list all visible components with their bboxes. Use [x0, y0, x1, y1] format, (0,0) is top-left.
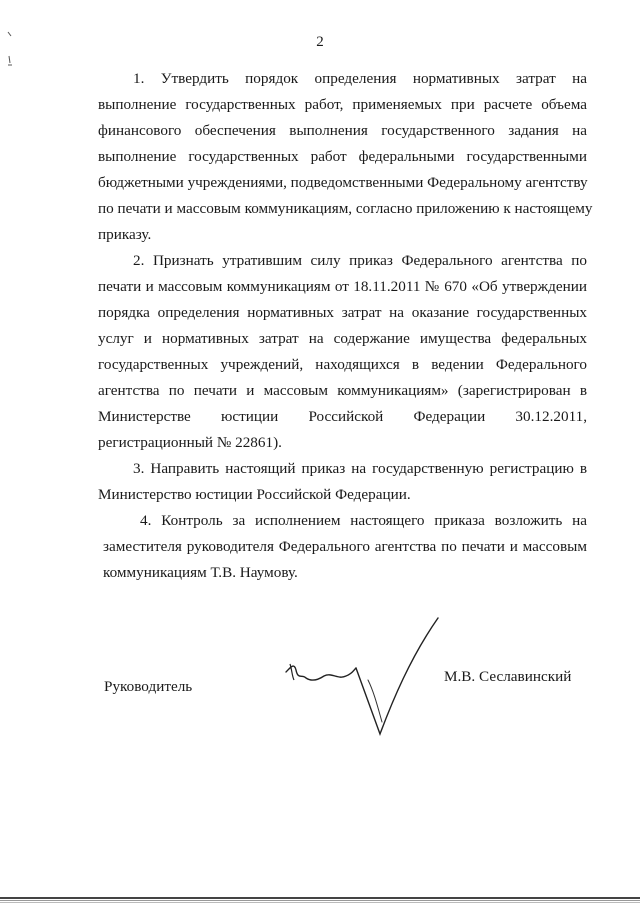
p4-line-3: коммуникациям Т.В. Наумову.: [103, 564, 298, 581]
p2-line-8: регистрационный № 22861).: [98, 434, 282, 451]
p1-line-7: приказу.: [98, 226, 152, 243]
p2-line-4: услуг и нормативных затрат на содержание имущества федеральных: [98, 330, 587, 347]
signature-name: М.В. Сеславинский: [444, 668, 572, 685]
p3-line-1: 3. Направить настоящий приказ на государственную регистрацию в: [133, 460, 587, 477]
p2-line-3: порядка определения нормативных затрат на оказание государственных: [98, 304, 587, 321]
p1-line-1: 1. Утвердить порядок определения нормативных затрат на: [133, 70, 587, 87]
p4-line-1: 4. Контроль за исполнением настоящего приказа возложить на: [140, 512, 587, 529]
p2-line-7: Министерстве юстиции Российской Федерации 30.12.2011,: [98, 408, 587, 425]
p4-line-2: заместителя руководителя Федерального агентства по печати и массовым: [103, 538, 587, 555]
page-number: 2: [316, 34, 324, 50]
p1-line-4: выполнение государственных работ федеральными государственными: [98, 148, 587, 165]
scan-bottom-edge: [0, 893, 640, 905]
p2-line-1: 2. Признать утратившим силу приказ Федерального агентства по: [133, 252, 587, 269]
p2-line-6: агентства по печати и массовым коммуникациям» (зарегистрирован в: [98, 382, 587, 399]
p1-line-3: финансового обеспечения выполнения государственного задания на: [98, 122, 587, 139]
p2-line-5: государственных учреждений, находящихся в ведении Федерального: [98, 356, 587, 373]
p2-line-2: печати и массовым коммуникациям от 18.11.2011 № 670 «Об утверждении: [98, 278, 587, 295]
p1-line-6: по печати и массовым коммуникациям, согласно приложению к настоящему: [98, 200, 593, 217]
p1-line-2: выполнение государственных работ, применяемых при расчете объема: [98, 96, 587, 113]
handwritten-signature: [280, 610, 450, 750]
p1-line-5: бюджетными учреждениями, подведомственными Федеральному агентству: [98, 174, 588, 191]
signature-role: Руководитель: [104, 678, 193, 695]
scan-mark-bottom: [4, 54, 18, 68]
p3-line-2: Министерство юстиции Российской Федерации.: [98, 486, 411, 503]
